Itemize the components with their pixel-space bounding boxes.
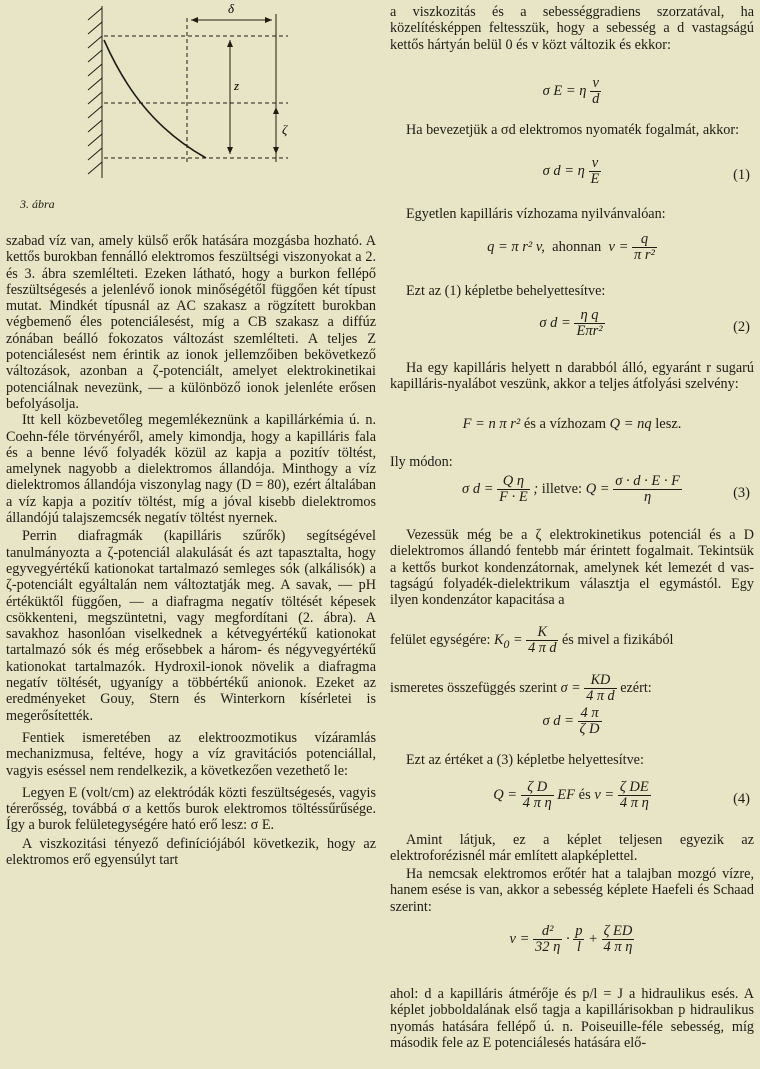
paragraph: Egyetlen kapilláris vízhozama nyilvánvalóan: xyxy=(406,206,666,222)
paragraph: A viszkozitási tényező definíciójából következik, hogy az elektromos erő egyensúlyt tart xyxy=(6,835,376,868)
equation-sigma-e: σ E = η $\frac{v}{d}$ xyxy=(542,75,600,107)
paragraph: Perrin diafragmák (kapilláris szűrők) segítségével tanulmányozta a ζ-potenciál alakulását és azt tapasztalta, hogy egyvegyértékű kationokat tartalmazó semleges sók (alkálisók) a ζ-potenciált egyáltalán nem változtatják meg. A savak, — pH értéküktől függően, — a diafragma negatív töltését képesek csökkenteni, megszüntetni, vagy megfordítani (2. ábra). A savakhoz hasonlóan viselkednek a kétvegyértékű kationokat tartalmazó sók és még erősebbek a három- és négyvegyértékű kationokat tartalmazók. Hydroxil-ionok növelik a diafragma negatív töltését, ugyanígy a többértékű anionok. Ezeket az eredményeket Gouy, Stern és Winterkorn kísérletei is megerősítették. xyxy=(6,528,376,724)
paragraph: Vezessük még be a ζ elektrokinetikus potenciál és a D dielektromos állandó fentebb már érintett fogalmait. Tekintsük a kettős burkot kondenzátornak, amelynek két lemezét d vastagságú folyadék-dielektrikum választja el egymástól. Egy ilyen kondenzátor kapacitása a xyxy=(390,527,754,609)
equation-sigma-d: σ d = $\frac{4 \pi}{\text{ζ D}}$ xyxy=(542,705,600,737)
paragraph: Ha bevezetjük a σd elektromos nyomaték fogalmát, akkor: xyxy=(406,122,740,138)
paragraph: szabad víz van, amely külső erők hatására mozgásba hozható. A kettős burokban fennálló elektromos feszültségi viszonyokat a 2. és 3. ábra szemlélteti. Ezeken látható, hogy a burkon fellépő feszültségesés a jelenlévő ionok minőségétől függően két típust mutat. Mindkét típusnál az AC szakasz a rögzített burokban végbemenő éles potenciálesést, míg a CB szakasz a diffúz zónában beálló fokozatos változást szemlélteti. A teljes Z potenciálesést nem érintik az ionok jellemzőiben bekövetkező változások, azonban a ζ-potenciált, amelyet elektrokinetikai potenciálnak nevezünk, — a különböző ionok jelenléte erősen befolyásolja. xyxy=(6,233,376,412)
figure-3 xyxy=(6,0,306,200)
paragraph: ahol: d a kapilláris átmérője és p/l = J a hidraulikus esés. A képlet jobboldalának első tagja a kapillárisokban p hidraulikus nyomás hatására fellépő ú. n. Poiseuille-féle sebesség, míg második fele az E potenciálesés hatására elő- xyxy=(390,986,754,1051)
equation-3: σ d = $\frac{\text{Q η}}{F \cdot E}$ ; illetve: Q = $\frac{\sigma \cdot d \cdot E \cdot F}{\eta}$ (3) xyxy=(462,473,750,505)
equation-velocity: v = $\frac{\text{d²}}{32 \eta}$ · $\frac{p}{l}$ + $\frac{\text{ζ ED}}{\text{4 π η}}$ xyxy=(509,923,633,955)
equation-f: F = n π r² és a vízhozam Q = nq lesz. xyxy=(462,416,682,432)
equation-number: (3) xyxy=(733,485,750,501)
equation-number: (2) xyxy=(733,319,750,335)
paragraph: Ezt az értéket a (3) képletbe helyettesítve: xyxy=(406,752,644,768)
capacity-line: felület egységére: $K_0$ = $\frac{K}{\text{4 π d}}$ és mivel a fizikából xyxy=(390,624,674,656)
equation-q: q = π r² v, ahonnan v = $\frac{q}{\text{π r²}}$ xyxy=(487,231,655,263)
sigma-line: ismeretes összefüggés szerint σ = $\frac{KD}{\text{4 π d}}$ ezért: xyxy=(390,672,652,704)
paragraph: a viszkozitás és a sebességgradiens szorzatával, ha közelítésképpen feltesszük, hogy a sebesség a d vastagságú kettős hártyán belül 0 és v közt változik és ekkor: xyxy=(390,4,754,53)
equation-2: σ d = $\frac{\text{η q}}{\text{Eπr²}}$ (2) xyxy=(539,307,750,339)
equation-number: (4) xyxy=(733,791,750,807)
paragraph: Ily módon: xyxy=(390,454,453,470)
paragraph: Legyen E (volt/cm) az elektródák közti feszültségesés, vagyis térerősség, továbbá σ a kettős burok elektromos töltéssűrűsége. Így a burok felületegységére ható erő lesz: σ E. xyxy=(6,784,376,834)
label-zeta: ζ xyxy=(282,122,288,137)
equation-1: σ d = η $\frac{v}{E}$ (1) xyxy=(542,155,750,187)
paragraph: Ezt az (1) képletbe behelyettesítve: xyxy=(406,283,606,299)
paragraph: Amint látjuk, ez a képlet teljesen egyezik az elektroforézisnél már említett alapképlettel. xyxy=(390,832,754,865)
label-z: z xyxy=(234,78,240,93)
potential-curve xyxy=(104,40,206,158)
paragraph: Ha egy kapilláris helyett n darabból álló, egyaránt r sugarú kapilláris-nyalábot veszünk, akkor a teljes átfolyási szelvény: xyxy=(390,360,754,393)
paragraph: Itt kell közbevetőleg megemlékeznünk a kapillárkémia ú. n. Coehn-féle törvényéről, amely kimondja, hogy a kapilláris fala és a benne lévő folyadék közül az kapja a pozitív töltést, amelynek nagyobb a dielektromos állandója. Minthogy a víz dielektromos állandója viszonylag nagy (D = 80), ezért általában a víz kapja a pozitív töltést, míg a jóval kisebb dielektromos állandójú talajszemcsék negatív töltést nyernek. xyxy=(6,412,376,527)
equation-number: (1) xyxy=(733,167,750,183)
figure-caption: 3. ábra xyxy=(20,197,55,211)
equation-4: Q = $\frac{\text{ζ D}}{\text{4 π η}}$ EF és v = $\frac{\text{ζ DE}}{\text{4 π η}}$ (4) xyxy=(493,779,750,811)
paragraph: Ha nemcsak elektromos erőtér hat a talajban mozgó vízre, hanem esése is van, akkor a sebesség képlete Haefeli és Schaad szerint: xyxy=(390,866,754,915)
wall-hatch xyxy=(88,6,102,178)
label-delta: δ xyxy=(228,1,235,16)
paragraph: Fentiek ismeretében az elektroozmotikus vízáramlás mechanizmusa, feltéve, hogy a víz gravitációs potenciállal, vagyis eséssel nem rendelkezik, a következően vezethető le: xyxy=(6,729,376,779)
